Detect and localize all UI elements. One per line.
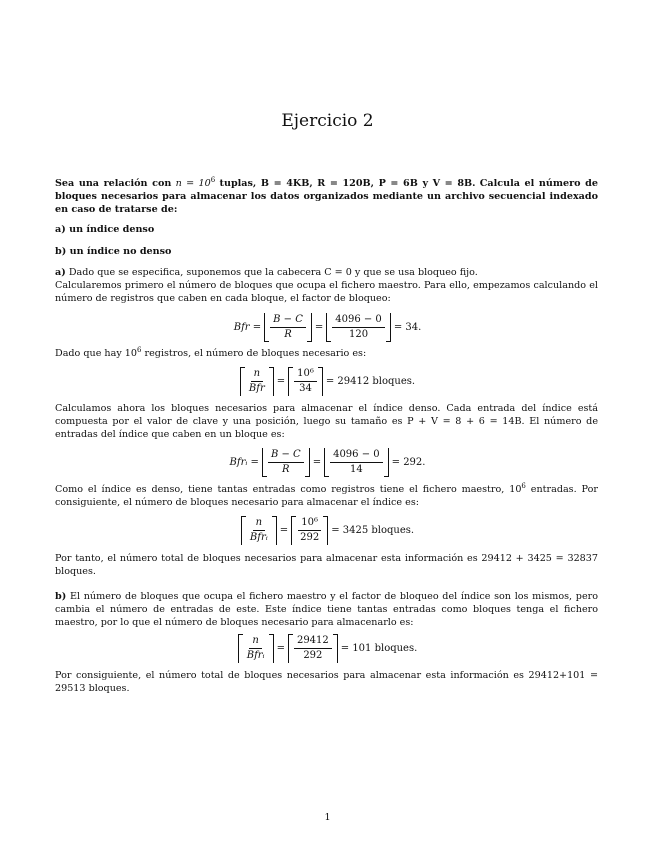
part-a-p5	[55, 483, 598, 509]
part-b-p2: Por consiguiente, el número total de bloques necesarios para almacenar esta información es 29412+101 = 29513 bloques.	[55, 670, 598, 694]
statement-rest: Calcula el número de bloques necesarios para almacenar los datos organizados mediante un archivo secuencial indexado en caso de tratarse de:	[55, 178, 598, 215]
eq1-num1: B − C	[270, 314, 306, 328]
eq5-eq: =	[276, 643, 285, 654]
eq2-den2: 34	[299, 383, 312, 394]
page-title: Ejercicio 2	[281, 111, 374, 132]
eq5-den2: 292	[303, 650, 323, 661]
page-number: 1	[324, 812, 331, 823]
eq3-eq: =	[312, 457, 322, 468]
equation-blocks-master	[0, 367, 655, 396]
eq3-num2: 4096 − 0	[330, 449, 383, 463]
part-a-p6: Por tanto, el número total de bloques necesarios para almacenar esta información es 29412 + 3425 = 32837 bloques.	[55, 553, 598, 577]
eq2-num1: n	[251, 368, 263, 382]
eq2-den1: Bfr	[248, 383, 265, 394]
part-a-p3-pre: Dado que hay 10	[55, 348, 138, 359]
part-a-p1: Dado que se especifica, suponemos que la cabecera C = 0 y que se usa bloqueo fijo.	[68, 267, 478, 278]
part-a-p2: Calcularemos primero el número de bloques que ocupa el fichero maestro. Para ello, empezamos calculando el número de registros que caben en cada bloque, el factor de bloqueo:	[55, 280, 598, 304]
eq5-num1: n	[249, 635, 261, 649]
eq5-num2: 29412	[294, 635, 332, 649]
part-b-p1: El número de bloques que ocupa el fichero maestro y el factor de bloqueo del índice son los mismos, pero cambia el número de entradas de este. Este índice tiene tantas entradas como bloques tenga el fichero maestro, por lo que el número de bloques necesario para almacenarlo es:	[55, 591, 598, 628]
option-b: b) un índice no denso	[55, 246, 172, 257]
problem-statement	[55, 177, 598, 216]
eq3-lhs: Bfrᵢ =	[229, 457, 259, 468]
eq2-num2: 10⁶	[294, 368, 317, 382]
eq4-den1: Bfrᵢ	[249, 532, 268, 543]
eq5-rhs: = 101 bloques.	[340, 643, 418, 654]
eq4-eq: =	[279, 525, 289, 536]
eq4-rhs: = 3425 bloques.	[331, 525, 415, 536]
statement-params: tuplas, B = 4KB, R = 120B, P = 6B y V = 8B.	[219, 178, 476, 189]
eq1-num2: 4096 − 0	[332, 314, 385, 328]
statement-n: n = 10	[175, 178, 211, 189]
eq1-den1: R	[284, 329, 292, 340]
eq4-den2: 292	[300, 532, 320, 543]
eq1-rhs: = 34.	[393, 322, 422, 333]
eq1-den2: 120	[348, 329, 369, 340]
part-b-intro	[55, 590, 598, 629]
part-a-p5-exp: 6	[521, 481, 526, 490]
eq2-eq: =	[276, 376, 286, 387]
eq1-lhs: Bfr =	[233, 322, 262, 333]
eq3-den1: R	[282, 464, 290, 475]
eq1-eq: =	[314, 322, 324, 333]
eq3-num1: B − C	[268, 449, 304, 463]
option-a: a) un índice denso	[55, 224, 155, 235]
eq3-rhs: = 292.	[391, 457, 426, 468]
eq3-den2: 14	[349, 464, 363, 475]
statement-n-exp: 6	[210, 175, 216, 184]
eq5-den1: Bfrᵢ	[246, 650, 265, 661]
equation-bfr	[0, 313, 655, 342]
part-a-p3	[55, 347, 598, 360]
eq4-num2: 10⁶	[298, 517, 321, 531]
part-a-p3-post: registros, el número de bloques necesario es:	[141, 348, 367, 359]
part-a-intro	[55, 266, 598, 305]
eq2-rhs: = 29412 bloques.	[325, 376, 416, 387]
part-a-label: a)	[55, 267, 66, 278]
part-a-p3-exp: 6	[137, 345, 142, 354]
equation-bfri	[0, 448, 655, 477]
statement-lead: Sea una relación con	[55, 178, 172, 189]
equation-blocks-index	[0, 516, 655, 545]
part-b-label: b)	[55, 591, 67, 602]
equation-blocks-nondense	[0, 634, 655, 663]
part-a-p5-post: entradas. Por consiguiente, el número de bloques necesario para almacenar el índice es:	[55, 484, 598, 508]
part-a-p5-pre: Como el índice es denso, tiene tantas entradas como registros tiene el fichero maestro, 10	[55, 484, 522, 495]
part-a-p4: Calculamos ahora los bloques necesarios para almacenar el índice denso. Cada entrada del índice está compuesta por el valor de clave y una posición, luego su tamaño es P + V = 8 + 6 = 14B. El número de entradas del índice que caben en un bloque es:	[55, 403, 598, 440]
eq4-num1: n	[253, 517, 265, 531]
